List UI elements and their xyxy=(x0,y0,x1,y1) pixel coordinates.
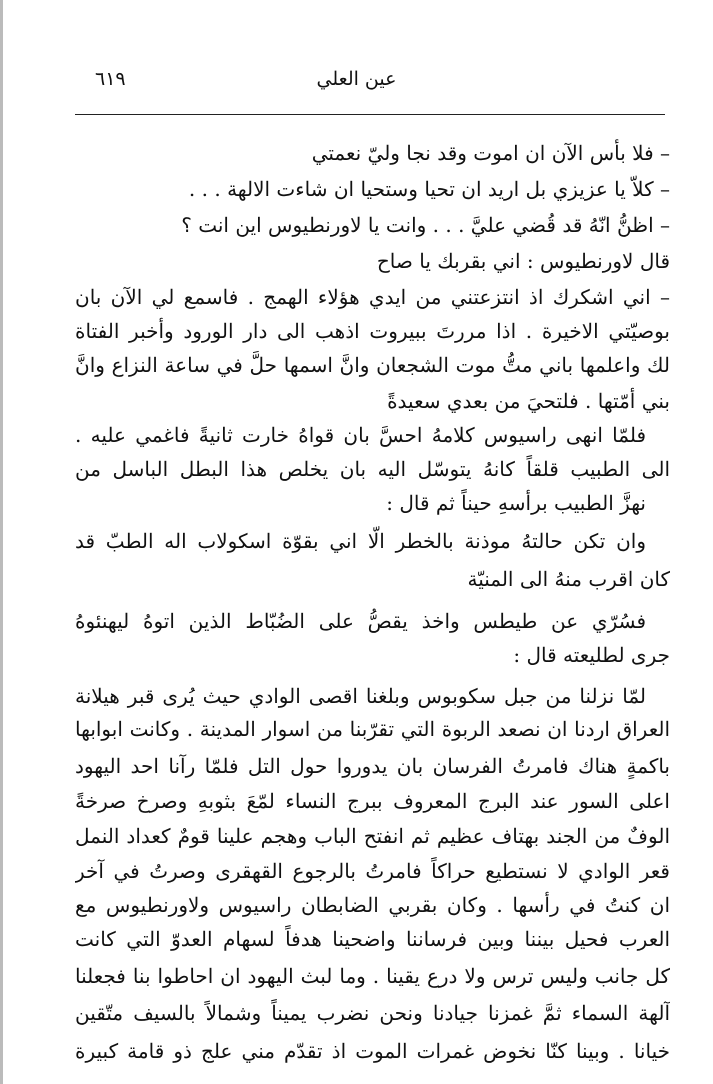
text-line: قعر الوادي لا نستطيع حراكاً فامرتُ بالرجوع القهقرى وصرتُ في آخر xyxy=(75,859,670,883)
text-line: الوفٌ من الجند بهتاف عظيم ثم انفتح الباب وهجم علينا قومٌ كعداد النمل xyxy=(75,824,670,848)
running-title: عين العلي xyxy=(316,68,397,90)
text-line: كان اقرب منهُ الى المنيّة xyxy=(467,567,670,591)
text-line: باكمةٍ هناك فامرتُ الفرسان بان يدوروا حول التل فلمّا رآنا احد اليهود xyxy=(75,754,670,778)
text-line: الى الطبيب قلقاً كانهُ يتوسّل اليه بان يخلص هذا البطل الباسل من xyxy=(75,457,670,481)
text-line: آلهة السماء ثمَّ غمزنا جيادنا ونحن نضرب يميناً وشمالاً بالسيف متّقين xyxy=(75,1001,670,1025)
text-line: فسُرّي عن طيطس واخذ يقصُّ على الضُبّاط الذين اتوهُ ليهنئوهُ xyxy=(75,609,646,633)
header-rule xyxy=(75,114,665,115)
text-line: نهزَّ الطبيب برأسهِ حيناً ثم قال : xyxy=(386,491,646,515)
text-line: بوصيّتي الاخيرة . اذا مررتَ ببيروت اذهب الى دار الورود وأخبر الفتاة xyxy=(75,319,670,343)
text-line: لك واعلمها باني متُّ موت الشجعان وانَّ اسمها حلَّ في ساعة النزاع وانَّ xyxy=(75,353,670,377)
text-line: فلمّا انهى راسيوس كلامهُ احسَّ بان قواهُ خارت ثانيةً فاغمي عليه . xyxy=(75,423,646,447)
text-line: قال لاورنطيوس : اني بقربك يا صاح xyxy=(376,249,670,273)
text-line: وان تكن حالتهُ موذنة بالخطر الّا اني بقوّة اسكولاب اله الطبّ قد xyxy=(75,529,646,553)
text-line: لمّا نزلنا من جبل سكوبوس وبلغنا اقصى الوادي حيث يُرى قبر هيلانة xyxy=(75,684,646,708)
text-line: – كلاّ يا عزيزي بل اريد ان تحيا وستحيا ان شاءت الالهة . . . xyxy=(188,177,670,201)
page-number: ٦١٩ xyxy=(95,68,126,90)
text-line: – اظنُّ انّهُ قد قُضي عليَّ . . . وانت يا لاورنطيوس اين انت ؟ xyxy=(181,213,670,237)
text-line: خيانا . وبينا كنّا نخوض غمرات الموت اذ تقدّم مني علج ذو قامة كبيرة xyxy=(75,1039,670,1063)
text-line: – اني اشكرك اذ انتزعتني من ايدي هؤلاء الهمج . فاسمع لي الآن بان xyxy=(75,285,670,309)
page-edge xyxy=(0,0,3,1084)
text-line: كل جانب وليس ترس ولا درع يقينا . وما لبث اليهود ان احاطوا بنا فجعلنا xyxy=(75,964,670,988)
text-line: جرى لطليعته قال : xyxy=(513,643,670,667)
text-line: اعلى السور عند البرج المعروف ببرج النساء لمّعَ بثوبهِ وصرخ صرخةً xyxy=(75,789,670,813)
text-line: العرب فحيل بيننا وبين فرساننا واضحينا هدفاً لسهام العدوّ التي كانت xyxy=(75,927,670,951)
text-line: العراق اردنا ان نصعد الربوة التي تقرّبنا من اسوار المدينة . وكانت ابوابها xyxy=(75,717,670,741)
text-line: – فلا بأس الآن ان اموت وقد نجا وليّ نعمتي xyxy=(311,141,670,165)
text-line: بني أمّتها . فلتحيَ من بعدي سعيدةً xyxy=(387,389,670,413)
text-line: ان كنتُ في رأسها . وكان بقربي الضابطان راسيوس ولاورنطيوس مع xyxy=(75,893,670,917)
